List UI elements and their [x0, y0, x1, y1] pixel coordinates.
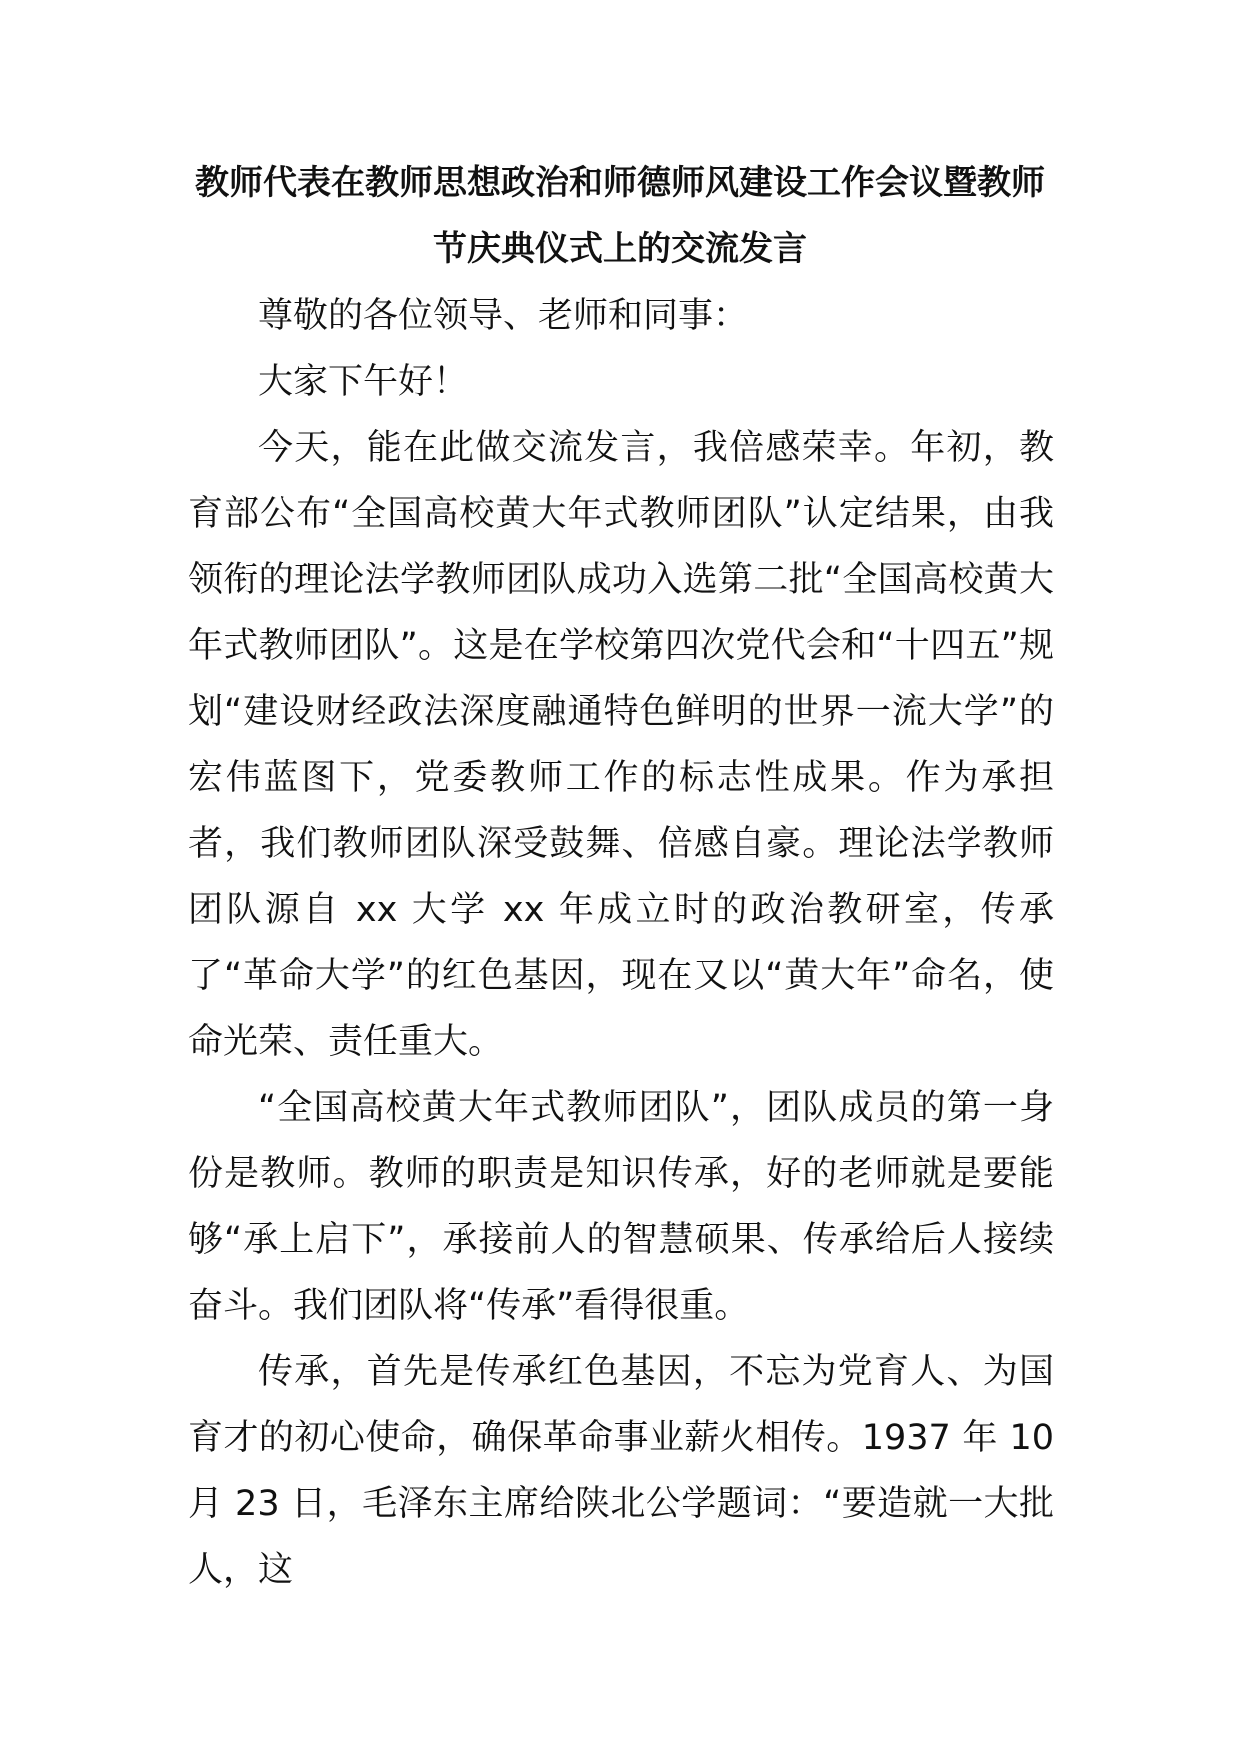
document-body — [188, 283, 1054, 1603]
paragraph-1: 今天，能在此做交流发言，我倍感荣幸。年初，教育部公布“全国高校黄大年式教师团队”认定结果，由我领衔的理论法学教师团队成功入选第二批“全国高校黄大年式教师团队”。这是在学校第四次党代会和“十四五”规划“建设财经政法深度融通特色鲜明的世界一流大学”的宏伟蓝图下，党委教师工作的标志性成果。作为承担者，我们教师团队深受鼓舞、倍感自豪。理论法学教师团队源自 xx 大学 xx 年成立时的政治教研室，传承了“革命大学”的红色基因，现在又以“黄大年”命名，使命光荣、责任重大。 — [188, 428, 1055, 1062]
title-line-1: 教师代表在教师思想政治和师德师风建设工作会议暨教师 — [195, 163, 1045, 203]
title-line-2: 节庆典仪式上的交流发言 — [433, 229, 807, 269]
paragraph-2: “全国高校黄大年式教师团队”，团队成员的第一身份是教师。教师的职责是知识传承，好的老师就是要能够“承上启下”，承接前人的智慧硕果、传承给后人接续奋斗。我们团队将“传承”看得很重。 — [188, 1088, 1054, 1326]
salutation: 尊敬的各位领导、老师和同事： — [258, 296, 749, 336]
document-title — [180, 150, 1060, 282]
paragraph-3: 传承，首先是传承红色基因，不忘为党育人、为国育才的初心使命，确保革命事业薪火相传。1937 年 10 月 23 日，毛泽东主席给陕北公学题词：“要造就一大批人，这 — [188, 1352, 1054, 1590]
greeting: 大家下午好！ — [258, 362, 469, 402]
